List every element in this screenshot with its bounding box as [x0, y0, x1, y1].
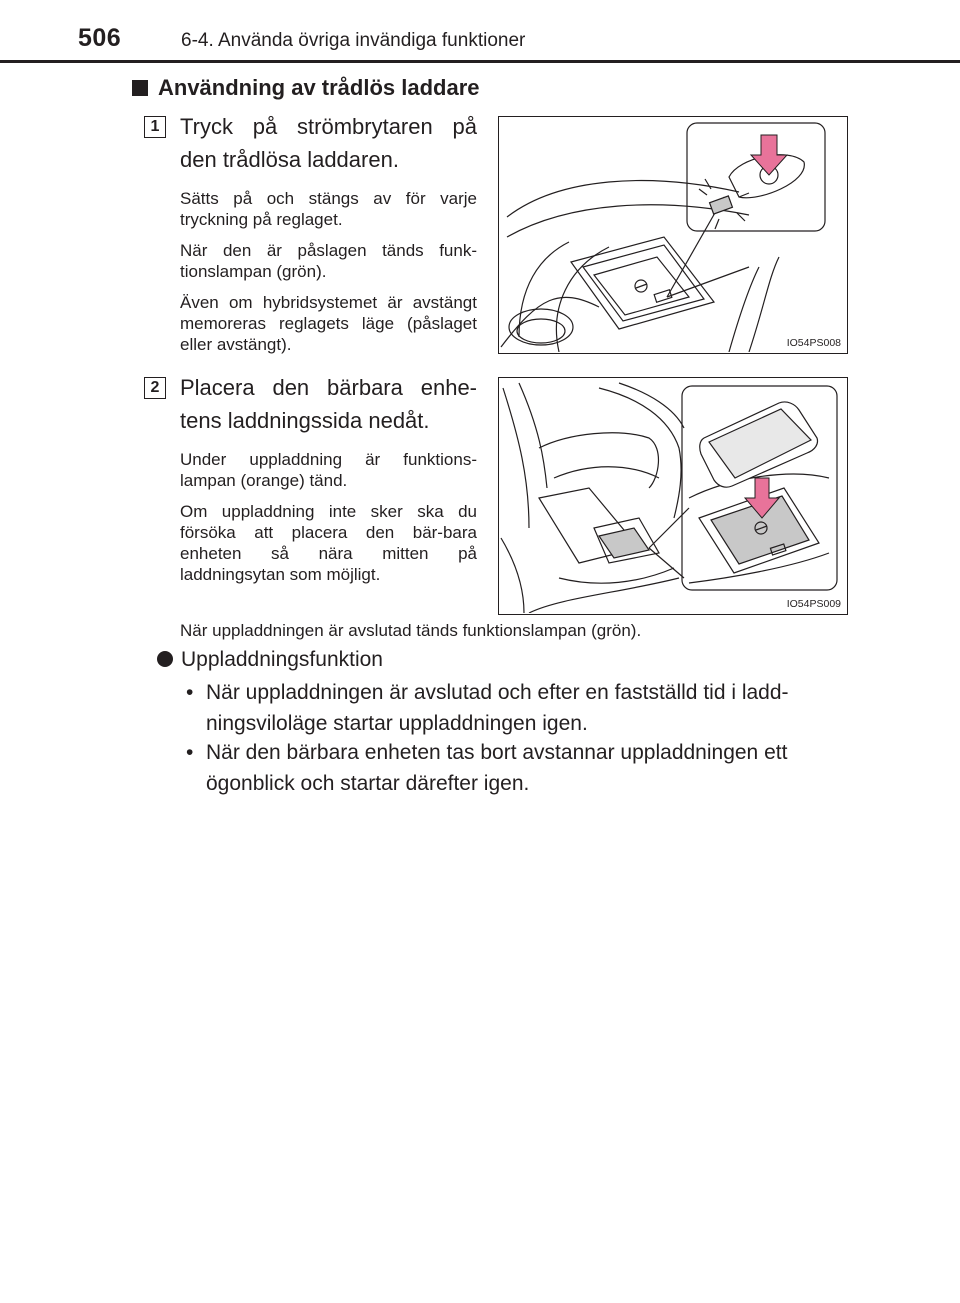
page-number: 506: [78, 24, 122, 52]
step-1-note-2: När den är påslagen tänds funk-tionslampan (grön).: [180, 241, 477, 281]
header-rule: [0, 60, 960, 63]
section-square-icon: [132, 80, 148, 96]
figure-place-device: [498, 377, 848, 615]
step-1-note-3: Även om hybridsystemet är avstängt memoreras reglagets läge (påslaget eller avstängt).: [180, 293, 477, 354]
step-number-1: 1: [144, 116, 166, 138]
step-1-title-line1: Tryck på strömbrytaren på: [180, 114, 477, 139]
recharge-heading: Uppladdningsfunktion: [181, 648, 383, 671]
recharge-bullet-1-line2: ningsviloläge startar uppladdningen igen.: [206, 712, 588, 735]
step-number-2: 2: [144, 377, 166, 399]
bullet-dot-1: •: [186, 681, 194, 704]
section-title: Användning av trådlös laddare: [158, 75, 480, 100]
step-1-note-1: Sätts på och stängs av för varje tryckning på reglaget.: [180, 189, 477, 229]
step-1-text: [180, 110, 477, 355]
figure-2-code: IO54PS009: [786, 598, 841, 610]
figure-charger-switch: [498, 116, 848, 354]
step-2-text: [180, 371, 477, 585]
step-2-title-line2: tens laddningssida nedåt.: [180, 408, 430, 433]
recharge-bullet-2: [206, 737, 856, 799]
recharge-bullet-1: [206, 677, 856, 739]
recharge-bullet-2-line2: ögonblick och startar därefter igen.: [206, 772, 530, 795]
completion-note: När uppladdningen är avslutad tänds funktionslampan (grön).: [180, 621, 642, 640]
step-2-note-1: Under uppladdning är funktions-lampan (orange) tänd.: [180, 450, 477, 490]
bullet-circle-icon: [157, 651, 173, 667]
bullet-dot-2: •: [186, 741, 194, 764]
place-device-illustration: [499, 378, 846, 613]
step-2-note-2: Om uppladdning inte sker ska du försöka att placera den bär-bara enheten så nära mitten på laddningsytan som möjligt.: [180, 502, 477, 584]
recharge-bullet-2-line1: När den bärbara enheten tas bort avstannar uppladdningen ett: [206, 741, 788, 764]
step-2-title-line1: Placera den bärbara enhe-: [180, 375, 477, 400]
recharge-bullet-1-line1: När uppladdningen är avslutad och efter en fastställd tid i ladd-: [206, 681, 789, 704]
charger-switch-illustration: [499, 117, 846, 352]
chapter-title: 6-4. Använda övriga invändiga funktioner: [181, 30, 526, 51]
figure-1-code: IO54PS008: [786, 337, 841, 349]
step-1-title-line2: den trådlösa laddaren.: [180, 147, 399, 172]
